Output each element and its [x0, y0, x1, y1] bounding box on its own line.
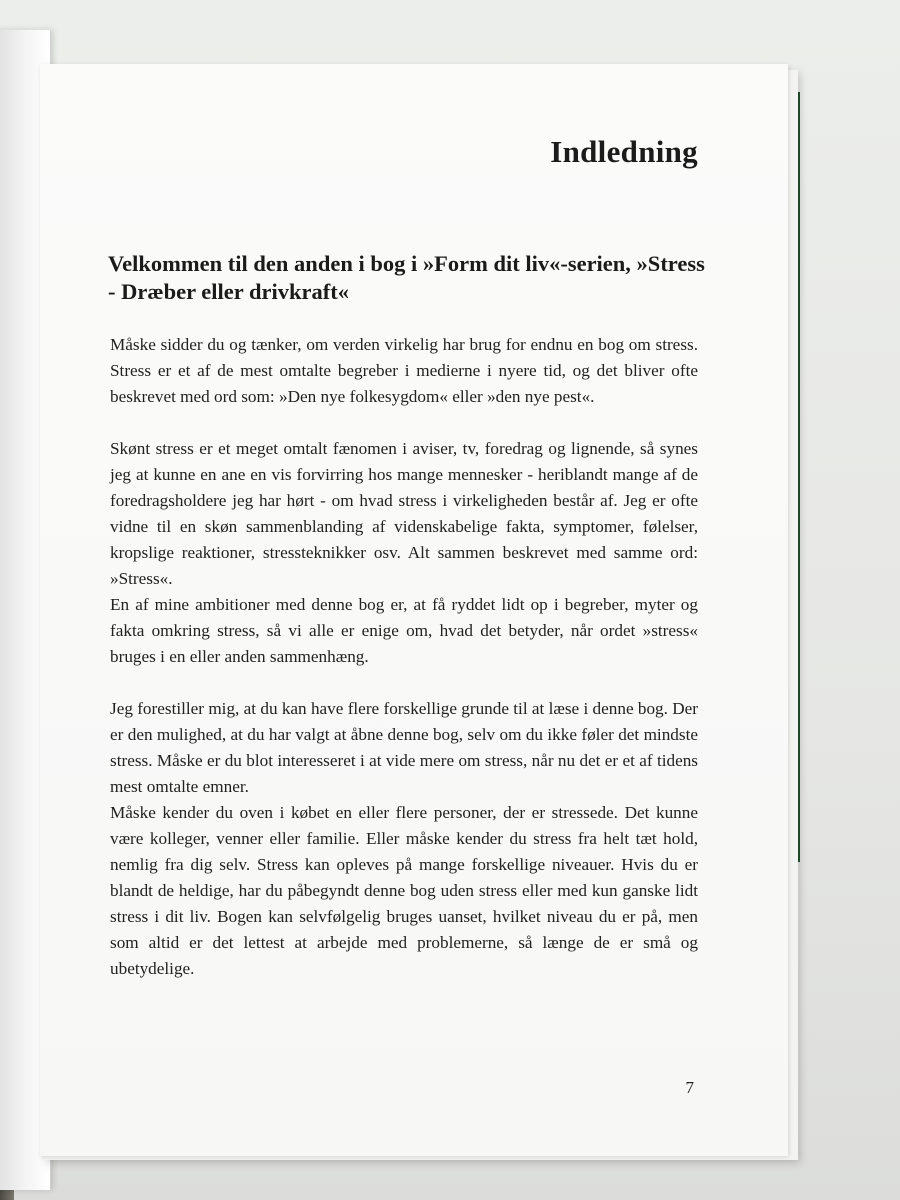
page-number: 7 [685, 1078, 694, 1097]
paragraph-3: En af mine ambitioner med denne bog er, at få ryddet lidt op i begreber, myter og fakta omkring stress, så vi alle er enige om, hvad det betyder, når ordet »stress« bruges i en eller anden sammenhæng. [110, 595, 698, 666]
chapter-title: Indledning [550, 134, 698, 169]
paragraph-1: Måske sidder du og tænker, om verden virkelig har brug for endnu en bog om stress. Stress er et af de mest omtalte begreber i medierne i nyere tid, og det bliver ofte beskrevet med ord som: »Den nye folkesygdom« eller »den nye pest«. [110, 335, 698, 406]
paragraph-5: Måske kender du oven i købet en eller flere personer, der er stressede. Det kunne være kolleger, venner eller familie. Eller måske kender du stress fra helt tæt hold, nemlig fra dig selv. Stress kan opleves på mange forskellige niveauer. Hvis du er blandt de heldige, har du påbegyndt denne bog uden stress eller med kun ganske lidt stress i dit liv. Bogen kan selvfølgelig bruges uanset, hvilket niveau du er på, men som altid er det lettest at arbejde med problemerne, så længe de er små og ubetydelige. [110, 803, 698, 978]
section-heading: Velkommen til den anden i bog i »Form dit liv«-serien, »Stress - Dræber eller drivkraft« [108, 251, 705, 304]
paragraph-4: Jeg forestiller mig, at du kan have flere forskellige grunde til at læse i denne bog. Der er den mulighed, at du har valgt at åbne denne bog, selv om du ikke føler det mindste stress. Måske er du blot interesseret i at vide mere om stress, når nu det er et af tidens mest omtalte emner. [110, 699, 699, 796]
body-text [110, 332, 698, 982]
book-page [40, 64, 788, 1156]
paragraph-2: Skønt stress er et meget omtalt fænomen i aviser, tv, foredrag og lignende, så synes jeg at kunne en ane en vis forvirring hos mange mennesker - heriblandt mange af de foredragsholdere jeg har hørt - om hvad stress i virkeligheden består af. Jeg er ofte vidne til en skøn sammenblanding af videnskabelige fakta, symptomer, følelser, kropslige reaktioner, stressteknikker osv. Alt sammen beskrevet med samme ord: »Stress«. [110, 439, 698, 588]
